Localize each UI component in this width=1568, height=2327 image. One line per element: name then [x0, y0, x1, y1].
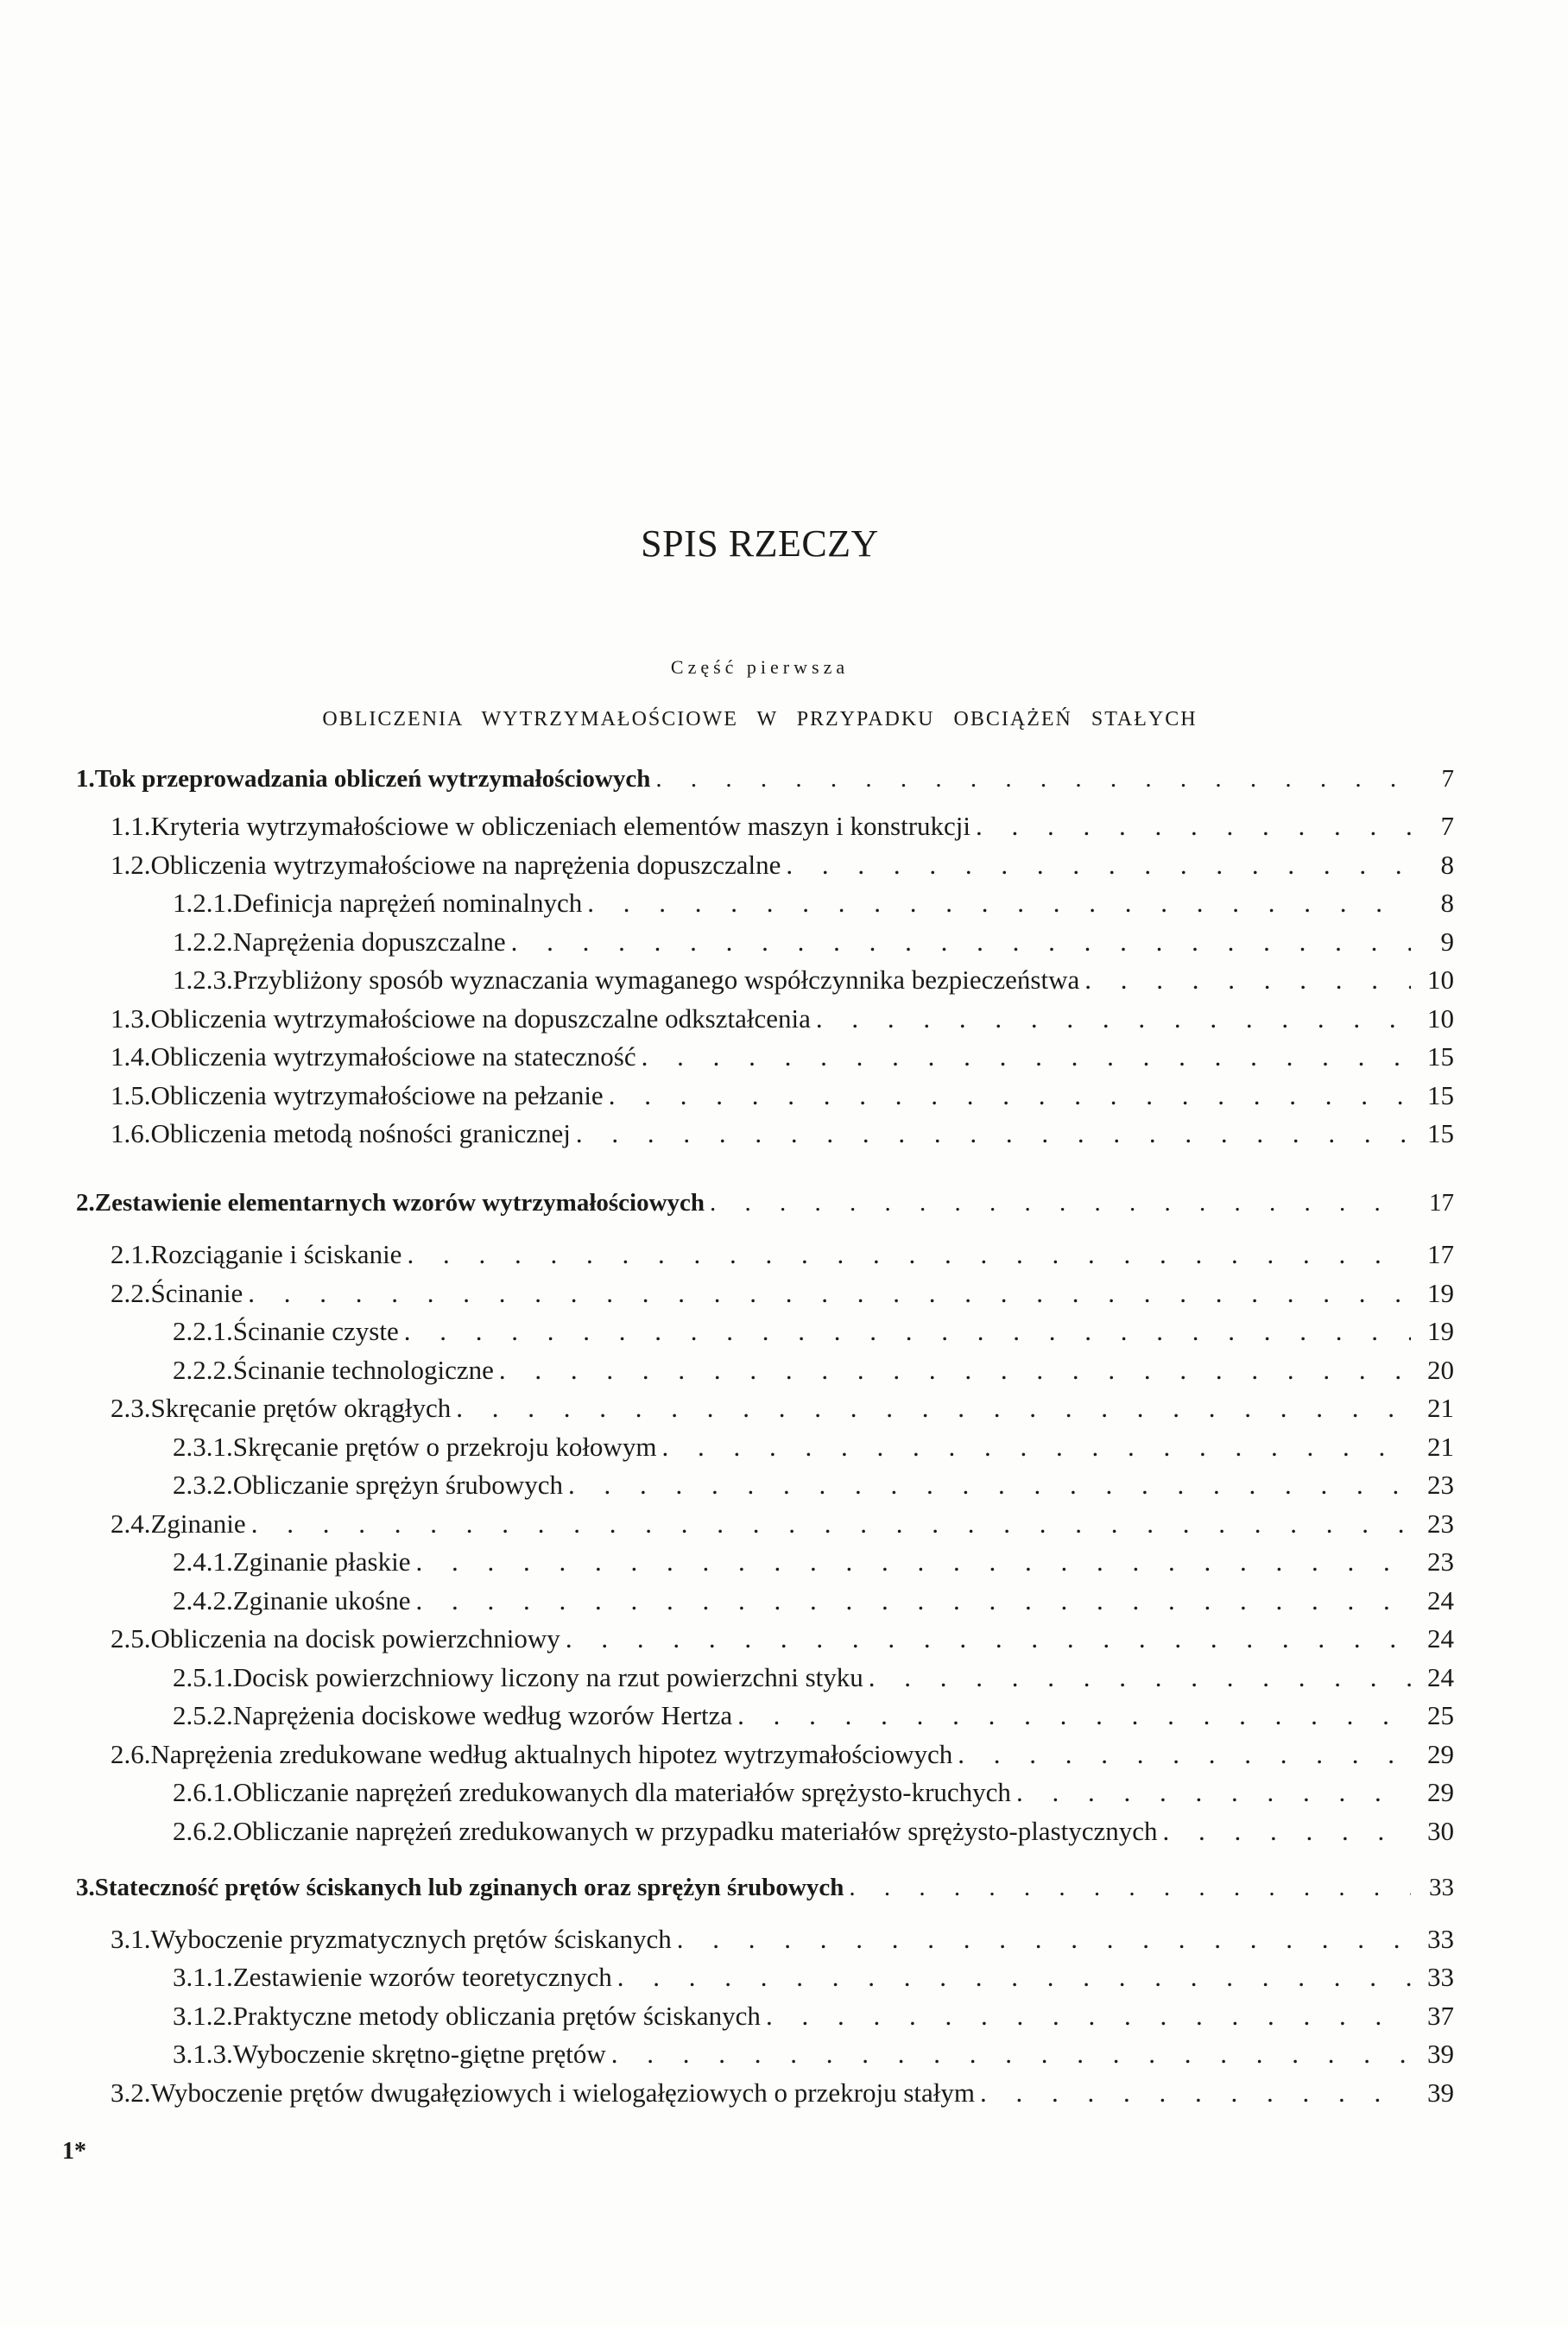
- dot-leader: [661, 1430, 1411, 1464]
- toc-entry-title: Ścinanie technologiczne: [232, 1355, 494, 1385]
- toc-entry-number: 2.2.: [111, 1278, 151, 1308]
- toc-subsection-entry: [173, 1353, 1454, 1388]
- toc-entry-number: 1.5.: [111, 1080, 151, 1110]
- toc-entry-number: 3.2.: [111, 2077, 151, 2108]
- toc-entry-number: 3.1.2.: [173, 2001, 233, 2031]
- toc-entry-number: 2.5.1.: [173, 1662, 233, 1692]
- toc-chapter-entry: [76, 1186, 1454, 1220]
- toc-entry-number: 2.5.: [111, 1623, 151, 1654]
- toc-section-entry: [111, 809, 1454, 844]
- toc-entry-title: Obliczenia wytrzymałościowe na pełzanie: [150, 1080, 604, 1110]
- toc-entry-title: Zestawienie wzorów teoretycznych: [232, 1962, 612, 1992]
- toc-subsection-entry: [173, 1584, 1454, 1618]
- toc-entry-page-number: 7: [1441, 765, 1454, 793]
- dot-leader: [251, 1507, 1411, 1541]
- toc-entry-page-number: 24: [1427, 1623, 1454, 1654]
- toc-entry-page-number: 29: [1427, 1777, 1454, 1807]
- toc-entry-number: 2.6.2.: [173, 1816, 233, 1846]
- toc-entry-page-number: 19: [1427, 1278, 1454, 1308]
- toc-entry-page-number: 17: [1429, 1189, 1454, 1217]
- toc-subsection-entry: [173, 1698, 1454, 1733]
- toc-entry-number: 1.4.: [111, 1041, 151, 1072]
- toc-entry-title: Tok przeprowadzania obliczeń wytrzymałościowych: [94, 765, 651, 793]
- toc-entry-page-number: 39: [1427, 2039, 1454, 2069]
- toc-entry-page-number: 24: [1427, 1585, 1454, 1616]
- toc-subsection-entry: [173, 1999, 1454, 2033]
- toc-entry-number: 1.: [76, 765, 95, 793]
- toc-entry-number: 1.2.: [111, 850, 151, 880]
- toc-entry-number: 2.6.1.: [173, 1777, 233, 1807]
- toc-subsection-entry: [173, 925, 1454, 959]
- toc-section-entry: [111, 1922, 1454, 1957]
- part-heading: OBLICZENIA WYTRZYMAŁOŚCIOWE W PRZYPADKU OBCIĄŻEŃ STAŁYCH: [322, 708, 1198, 730]
- toc-entry-page-number: 20: [1427, 1355, 1454, 1385]
- toc-entry-page-number: 39: [1427, 2077, 1454, 2108]
- toc-entry-page-number: 8: [1440, 850, 1454, 880]
- toc-entry-title: Rozciąganie i ściskanie: [150, 1239, 402, 1269]
- toc-entry-number: 2.4.: [111, 1508, 151, 1539]
- toc-entry-number: 1.2.1.: [173, 888, 233, 918]
- toc-entry-page-number: 8: [1440, 888, 1454, 918]
- toc-subsection-entry: [173, 1314, 1454, 1349]
- toc-entry-page-number: 33: [1427, 1962, 1454, 1992]
- toc-entry-title: Obliczanie naprężeń zredukowanych w przypadku materiałów sprężysto-plastycznych: [232, 1816, 1158, 1846]
- toc-entry-number: 2.2.1.: [173, 1316, 233, 1346]
- toc-entry-number: 2.3.: [111, 1393, 151, 1423]
- toc-subsection-entry: [173, 886, 1454, 920]
- toc-entry-number: 3.1.1.: [173, 1962, 233, 1992]
- toc-entry-page-number: 21: [1427, 1432, 1454, 1462]
- toc-entry-page-number: 15: [1427, 1041, 1454, 1072]
- toc-entry-page-number: 17: [1427, 1239, 1454, 1269]
- dot-leader: [568, 1468, 1411, 1502]
- dot-leader: [407, 1237, 1411, 1272]
- toc-entry-title: Ścinanie: [150, 1278, 243, 1308]
- toc-entry-number: 2.3.2.: [173, 1470, 233, 1500]
- toc-subsection-entry: [173, 1545, 1454, 1579]
- toc-entry-title: Naprężenia dopuszczalne: [232, 926, 506, 957]
- toc-entry-page-number: 10: [1427, 1003, 1454, 1034]
- toc-entry-title: Praktyczne metody obliczania prętów ściskanych: [232, 2001, 761, 2031]
- toc-entry-title: Obliczenia metodą nośności granicznej: [150, 1118, 571, 1148]
- toc-entry-title: Obliczenia wytrzymałościowe na stateczność: [150, 1041, 636, 1072]
- toc-entry-title: Przybliżony sposób wyznaczania wymaganego współczynnika bezpieczeństwa: [232, 964, 1080, 995]
- toc-entry-number: 1.2.3.: [173, 964, 233, 995]
- toc-section-entry: [111, 1737, 1454, 1772]
- toc-entry-page-number: 37: [1427, 2001, 1454, 2031]
- toc-entry-title: Obliczanie sprężyn śrubowych: [232, 1470, 563, 1500]
- toc-entry-page-number: 33: [1427, 1924, 1454, 1954]
- toc-entry-title: Zginanie: [150, 1508, 246, 1539]
- toc-entry-number: 2.4.2.: [173, 1585, 233, 1616]
- dot-leader: [511, 925, 1411, 959]
- toc-section-entry: [111, 1622, 1454, 1656]
- dot-leader: [416, 1545, 1412, 1579]
- toc-entry-title: Naprężenia dociskowe według wzorów Hertza: [232, 1700, 733, 1730]
- toc-subsection-entry: [173, 1960, 1454, 1995]
- toc-section-entry: [111, 848, 1454, 882]
- dot-leader: [617, 1960, 1411, 1995]
- toc-entry-title: Wyboczenie skrętno-giętne prętów: [232, 2039, 606, 2069]
- dot-leader: [1084, 963, 1411, 997]
- dot-leader: [869, 1660, 1411, 1695]
- toc-entry-number: 2.4.1.: [173, 1546, 233, 1577]
- toc-entry-title: Naprężenia zredukowane według aktualnych hipotez wytrzymałościowych: [150, 1739, 953, 1769]
- toc-entry-page-number: 30: [1427, 1816, 1454, 1846]
- dot-leader: [1163, 1814, 1411, 1849]
- dot-leader: [611, 2037, 1411, 2071]
- toc-section-entry: [111, 1002, 1454, 1036]
- dot-leader: [609, 1078, 1411, 1113]
- dot-leader: [976, 809, 1411, 844]
- toc-entry-page-number: 9: [1440, 926, 1454, 957]
- dot-leader: [566, 1622, 1411, 1656]
- toc-section-entry: [111, 1276, 1454, 1311]
- part-label: Część pierwsza: [670, 656, 850, 678]
- toc-entry-number: 1.1.: [111, 811, 151, 841]
- toc-entry-page-number: 29: [1427, 1739, 1454, 1769]
- toc-entry-title: Skręcanie prętów o przekroju kołowym: [232, 1432, 657, 1462]
- toc-entry-title: Ścinanie czyste: [232, 1316, 399, 1346]
- toc-entry-title: Obliczanie naprężeń zredukowanych dla materiałów sprężysto-kruchych: [232, 1777, 1011, 1807]
- toc-entry-page-number: 7: [1440, 811, 1454, 841]
- toc-entry-number: 3.: [76, 1874, 95, 1901]
- toc-section-entry: [111, 1116, 1454, 1151]
- toc-chapter-entry: [76, 762, 1454, 796]
- toc-entry-number: 3.1.3.: [173, 2039, 233, 2069]
- dot-leader: [248, 1276, 1411, 1311]
- dot-leader: [499, 1353, 1411, 1388]
- toc-entry-page-number: 15: [1427, 1080, 1454, 1110]
- toc-entry-number: 1.2.2.: [173, 926, 233, 957]
- toc-entry-title: Zginanie płaskie: [232, 1546, 411, 1577]
- toc-section-entry: [111, 1040, 1454, 1074]
- dot-leader: [642, 1040, 1411, 1074]
- sheet-signature-mark: 1*: [62, 2138, 86, 2165]
- toc-entry-title: Wyboczenie prętów dwugałęziowych i wielogałęziowych o przekroju stałym: [150, 2077, 975, 2108]
- dot-leader: [849, 1870, 1411, 1905]
- toc-entry-page-number: 19: [1427, 1316, 1454, 1346]
- toc-entry-number: 2.5.2.: [173, 1700, 233, 1730]
- page-title: SPIS RZECZY: [641, 522, 879, 565]
- toc-entry-number: 2.6.: [111, 1739, 151, 1769]
- toc-entry-page-number: 10: [1427, 964, 1454, 995]
- toc-entry-page-number: 33: [1429, 1874, 1454, 1901]
- toc-entry-title: Wyboczenie pryzmatycznych prętów ściskanych: [150, 1924, 672, 1954]
- dot-leader: [677, 1922, 1411, 1957]
- toc-subsection-entry: [173, 963, 1454, 997]
- toc-subsection-entry: [173, 1660, 1454, 1695]
- toc-entry-title: Obliczenia wytrzymałościowe na dopuszczalne odkształcenia: [150, 1003, 811, 1034]
- toc-entry-title: Stateczność prętów ściskanych lub zginanych oraz sprężyn śrubowych: [94, 1874, 844, 1901]
- toc-subsection-entry: [173, 1814, 1454, 1849]
- toc-entry-number: 2.1.: [111, 1239, 151, 1269]
- dot-leader: [456, 1391, 1411, 1426]
- toc-entry-page-number: 25: [1427, 1700, 1454, 1730]
- toc-entry-number: 1.6.: [111, 1118, 151, 1148]
- dot-leader: [958, 1737, 1411, 1772]
- toc-entry-number: 3.1.: [111, 1924, 151, 1954]
- dot-leader: [766, 1999, 1411, 2033]
- toc-subsection-entry: [173, 1468, 1454, 1502]
- dot-leader: [1016, 1775, 1411, 1810]
- toc-subsection-entry: [173, 1775, 1454, 1810]
- toc-section-entry: [111, 1237, 1454, 1272]
- dot-leader: [710, 1186, 1411, 1220]
- toc-entry-title: Docisk powierzchniowy liczony na rzut powierzchni styku: [232, 1662, 863, 1692]
- dot-leader: [576, 1116, 1411, 1151]
- toc-entry-number: 2.2.2.: [173, 1355, 233, 1385]
- toc-entry-page-number: 23: [1427, 1508, 1454, 1539]
- toc-entry-title: Zestawienie elementarnych wzorów wytrzymałościowych: [94, 1189, 705, 1217]
- toc-subsection-entry: [173, 1430, 1454, 1464]
- toc-entry-number: 2.: [76, 1189, 95, 1217]
- dot-leader: [416, 1584, 1411, 1618]
- toc-entry-number: 1.3.: [111, 1003, 151, 1034]
- dot-leader: [404, 1314, 1411, 1349]
- toc-entry-title: Kryteria wytrzymałościowe w obliczeniach elementów maszyn i konstrukcji: [150, 811, 971, 841]
- dot-leader: [786, 848, 1411, 882]
- toc-entry-title: Definicja naprężeń nominalnych: [232, 888, 583, 918]
- toc-entry-page-number: 21: [1427, 1393, 1454, 1423]
- toc-entry-page-number: 15: [1427, 1118, 1454, 1148]
- dot-leader: [655, 762, 1411, 796]
- dot-leader: [980, 2076, 1411, 2110]
- toc-entry-page-number: 23: [1427, 1546, 1454, 1577]
- toc-entry-title: Obliczenia wytrzymałościowe na naprężenia dopuszczalne: [150, 850, 781, 880]
- toc-entry-title: Zginanie ukośne: [232, 1585, 411, 1616]
- toc-section-entry: [111, 1391, 1454, 1426]
- toc-entry-page-number: 23: [1427, 1470, 1454, 1500]
- toc-entry-title: Skręcanie prętów okrągłych: [150, 1393, 452, 1423]
- dot-leader: [737, 1698, 1411, 1733]
- toc-section-entry: [111, 1078, 1454, 1113]
- dot-leader: [816, 1002, 1411, 1036]
- toc-section-entry: [111, 1507, 1454, 1541]
- toc-section-entry: [111, 2076, 1454, 2110]
- toc-subsection-entry: [173, 2037, 1454, 2071]
- dot-leader: [587, 886, 1411, 920]
- toc-entry-title: Obliczenia na docisk powierzchniowy: [150, 1623, 560, 1654]
- toc-entry-page-number: 24: [1427, 1662, 1454, 1692]
- toc-chapter-entry: [76, 1870, 1454, 1905]
- toc-entry-number: 2.3.1.: [173, 1432, 233, 1462]
